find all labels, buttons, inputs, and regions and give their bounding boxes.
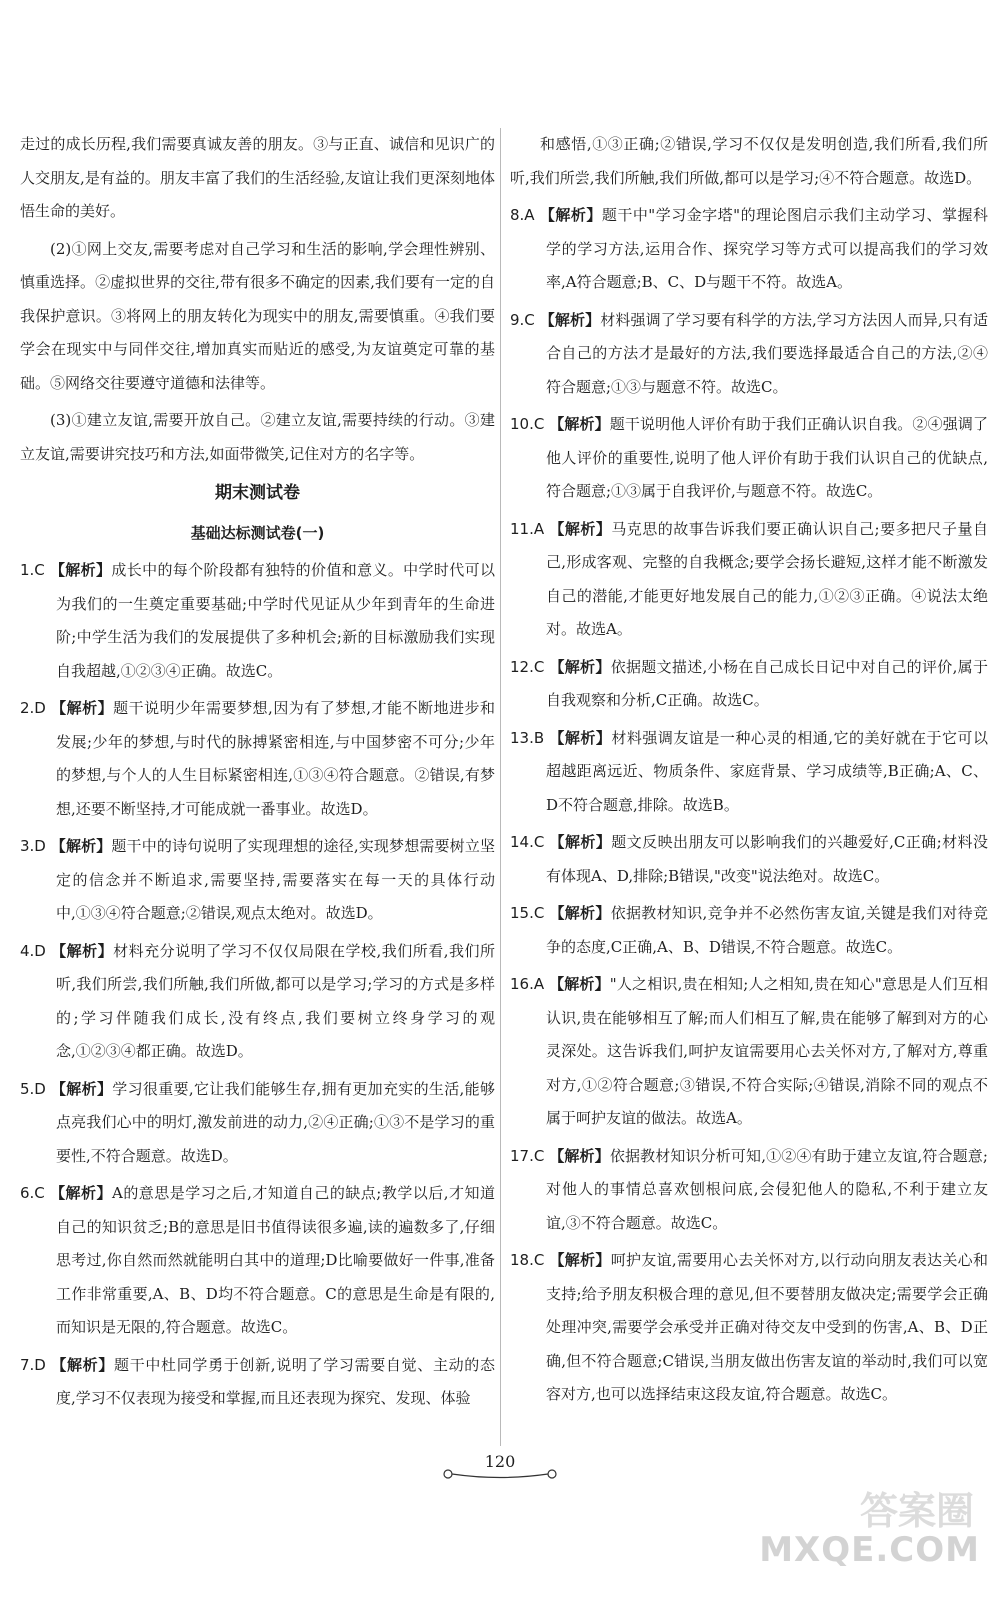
paragraph: (3)①建立友谊,需要开放自己。②建立友谊,需要持续的行动。③建立友谊,需要讲究技巧和方法,如面带微笑,记住对方的名字等。: [20, 411, 495, 463]
answer-text: A的意思是学习之后,才知道自己的缺点;教学以后,才知道自己的知识贫乏;B的意思是旧书值得读很多遍,读的遍数多了,仔细思考过,你自然而然就能明白其中的道理;D比喻要做好一件事,准备工作非常重要,A、B、D均不符合题意。C的意思是生命是有限的,而知识是无限的,符合题意。故选C。: [56, 1184, 495, 1336]
answer-text: 题文反映出朋友可以影响我们的兴趣爱好,C正确;材料没有体现A、D,排除;B错误,"改变"说法绝对。故选C。: [546, 833, 988, 885]
answer-text: 题干中杜同学勇于创新,说明了学习需要自觉、主动的态度,学习不仅表现为接受和掌握,而且还表现为探究、发现、体验: [56, 1355, 495, 1407]
analysis-tag: 【解析】: [539, 206, 602, 224]
answer-item: [510, 897, 988, 964]
answer-number: 8.A: [510, 206, 535, 224]
page-number-text: 120: [484, 1452, 516, 1471]
answer-number: 12.C: [510, 657, 545, 676]
answer-item: [510, 304, 988, 405]
answer-item: [510, 513, 988, 647]
answer-text: 材料强调了学习要有科学的方法,学习方法因人而异,只有适合自己的方法才是最好的方法,我们要选择最适合自己的方法,②④符合题意;①③与题意不符。故选C。: [546, 310, 988, 396]
answer-number: 15.C: [510, 904, 545, 922]
subsection-title: 基础达标测试卷(一): [190, 523, 325, 542]
answer-number: 9.C: [510, 310, 535, 329]
analysis-tag: 【解析】: [549, 975, 610, 993]
answer-text: 学习很重要,它让我们能够生存,拥有更加充实的生活,能够点亮我们心中的明灯,激发前进的动力,②④正确;①③不是学习的重要性,不符合题意。故选D。: [56, 1079, 495, 1165]
paragraph-continuation: 和感悟,①③正确;②错误,学习不仅仅是发明创造,我们所看,我们所听,我们所尝,我们所触,我们所做,都可以是学习;④不符合题意。故选D。: [510, 135, 988, 187]
answer-number: 6.C: [20, 1184, 45, 1202]
answer-number: 3.D: [20, 837, 46, 855]
analysis-tag: 【解析】: [549, 728, 612, 747]
answer-text: "人之相识,贵在相知;人之相知,贵在知心"意思是人们互相认识,贵在能够相互了解;而人们相互了解,贵在能够了解到对方的心灵深处。这告诉我们,呵护友谊需要用心去关怀对方,了解对方,尊重对方,①②符合题意;③错误,不符合实际;④错误,消除不同的观点不属于呵护友谊的做法。故选A。: [546, 975, 988, 1127]
analysis-tag: 【解析】: [50, 837, 112, 855]
analysis-tag: 【解析】: [51, 1355, 115, 1374]
analysis-tag: 【解析】: [549, 904, 611, 922]
analysis-tag: 【解析】: [539, 310, 601, 329]
analysis-tag: 【解析】: [49, 561, 112, 579]
analysis-tag: 【解析】: [549, 415, 610, 433]
answer-number: 18.C: [510, 1251, 545, 1269]
answer-item: [20, 692, 495, 826]
paragraph: (2)①网上交友,需要考虑对自己学习和生活的影响,学会理性辨别、慎重选择。②虚拟世界的交往,带有很多不确定的因素,我们要有一定的自我保护意识。③将网上的朋友转化为现实中的朋友,需要慎重。④我们要学会在现实中与同伴交往,增加真实而贴近的感受,为友谊奠定可靠的基础。⑤网络交往要遵守道德和法律等。: [20, 239, 495, 392]
answer-text: 成长中的每个阶段都有独特的价值和意义。中学时代可以为我们的一生奠定重要基础;中学时代见证从少年到青年的生命进阶;中学生活为我们的发展提供了多种机会;新的目标激励我们实现自我超越,①②③④正确。故选C。: [56, 561, 495, 680]
column-divider: [500, 128, 501, 1446]
answer-number: 7.D: [20, 1355, 46, 1374]
answer-item: [510, 968, 988, 1136]
answer-item: [20, 554, 495, 688]
analysis-tag: 【解析】: [549, 1251, 611, 1269]
answer-text: 材料充分说明了学习不仅仅局限在学校,我们所看,我们所听,我们所尝,我们所触,我们所做,都可以是学习;学习的方式是多样的;学习伴随我们成长,没有终点,我们要树立终身学习的观念,①②③④都正确。故选D。: [56, 941, 495, 1060]
answer-text: 依据题文描述,小杨在自己成长日记中对自己的评价,属于自我观察和分析,C正确。故选C。: [546, 657, 988, 709]
answer-number: 1.C: [20, 561, 45, 579]
answer-item: [20, 1177, 495, 1345]
answer-item: [510, 722, 988, 823]
analysis-tag: 【解析】: [51, 699, 114, 717]
answer-item: [510, 1140, 988, 1241]
page-number: [440, 1452, 560, 1479]
answer-number: 16.A: [510, 975, 545, 993]
answer-text: 马克思的故事告诉我们要正确认识自己;要多把尺子量自己,形成客观、完整的自我概念;要学会扬长避短,这样才能不断激发自己的潜能,才能更好地发展自己的能力,①②③正确。④说法太绝对。故选A。: [546, 519, 988, 638]
answer-item: [20, 1349, 495, 1416]
answer-text: 依据教材知识分析可知,①②④有助于建立友谊,符合题意;对他人的事情总喜欢刨根问底,会侵犯他人的隐私,不利于建立友谊,③不符合题意。故选C。: [546, 1146, 988, 1232]
analysis-tag: 【解析】: [549, 657, 611, 676]
analysis-tag: 【解析】: [549, 519, 612, 538]
analysis-tag: 【解析】: [50, 1184, 112, 1202]
answer-item: [20, 935, 495, 1069]
answer-text: 题干说明他人评价有助于我们正确认识自我。②④强调了他人评价的重要性,说明了他人评价有助于我们认识自己的优缺点,符合题意;①③属于自我评价,与题意不符。故选C。: [546, 415, 988, 500]
answer-text: 呵护友谊,需要用心去关怀对方,以行动向朋友表达关心和支持;给予朋友积极合理的意见,但不要替朋友做决定;需要学会正确处理冲突,需要学会承受并正确对待交友中受到的伤害,A、B、D正确,但不符合题意;C错误,当朋友做出伤害友谊的举动时,我们可以宽容对方,也可以选择结束这段友谊,符合题意。故选C。: [546, 1251, 988, 1403]
answer-number: 17.C: [510, 1146, 545, 1165]
answer-number: 5.D: [20, 1079, 46, 1098]
watermark-logo: [759, 1480, 980, 1570]
answer-text: 材料强调友谊是一种心灵的相通,它的美好就在于它可以超越距离远近、物质条件、家庭背景、学习成绩等,B正确;A、C、D不符合题意,排除。故选B。: [546, 728, 988, 814]
answer-item: [510, 1244, 988, 1412]
answer-text: 题干说明少年需要梦想,因为有了梦想,才能不断地进步和发展;少年的梦想,与时代的脉搏紧密相连,与中国梦密不可分;少年的梦想,与个人的人生目标紧密相连,①③④符合题意。②错误,有梦想,还要不断坚持,才可能成就一番事业。故选D。: [56, 699, 495, 818]
answer-item: [20, 830, 495, 931]
answer-item: [510, 408, 988, 509]
answer-text: 题干中的诗句说明了实现理想的途径,实现梦想需要树立坚定的信念并不断追求,需要坚持,需要落实在每一天的具体行动中,①③④符合题意;②错误,观点太绝对。故选D。: [56, 837, 495, 922]
section-title: 期末测试卷: [215, 483, 300, 503]
paragraph: 走过的成长历程,我们需要真诚友善的朋友。③与正直、诚信和见识广的人交朋友,是有益的。朋友丰富了我们的生活经验,友谊让我们更深刻地体悟生命的美好。: [20, 135, 495, 220]
answer-number: 4.D: [20, 941, 46, 960]
analysis-tag: 【解析】: [51, 941, 114, 960]
answer-text: 题干中"学习金字塔"的理论图启示我们主动学习、掌握科学的学习方法,运用合作、探究学习等方式可以提高我们的学习效率,A符合题意;B、C、D与题干不符。故选A。: [546, 206, 988, 291]
answer-number: 13.B: [510, 728, 545, 747]
answer-item: [510, 199, 988, 300]
answer-number: 11.A: [510, 519, 545, 538]
answer-number: 10.C: [510, 415, 545, 433]
answer-number: 2.D: [20, 699, 46, 717]
answer-item: [510, 826, 988, 893]
answer-list: [510, 199, 988, 1412]
answer-text: 依据教材知识,竞争并不必然伤害友谊,关键是我们对待竞争的态度,C正确,A、B、D错误,不符合题意。故选C。: [546, 904, 988, 956]
answer-number: 14.C: [510, 833, 545, 851]
analysis-tag: 【解析】: [549, 1146, 610, 1165]
watermark-url: MXQE.COM: [759, 1530, 980, 1570]
analysis-tag: 【解析】: [50, 1079, 113, 1098]
right-column: [510, 128, 988, 1416]
watermark-top: 答案圈: [859, 1489, 974, 1533]
analysis-tag: 【解析】: [549, 833, 612, 851]
answer-item: [20, 1073, 495, 1174]
answer-list: [20, 554, 495, 1416]
answer-item: [510, 651, 988, 718]
left-column: [20, 128, 495, 1420]
